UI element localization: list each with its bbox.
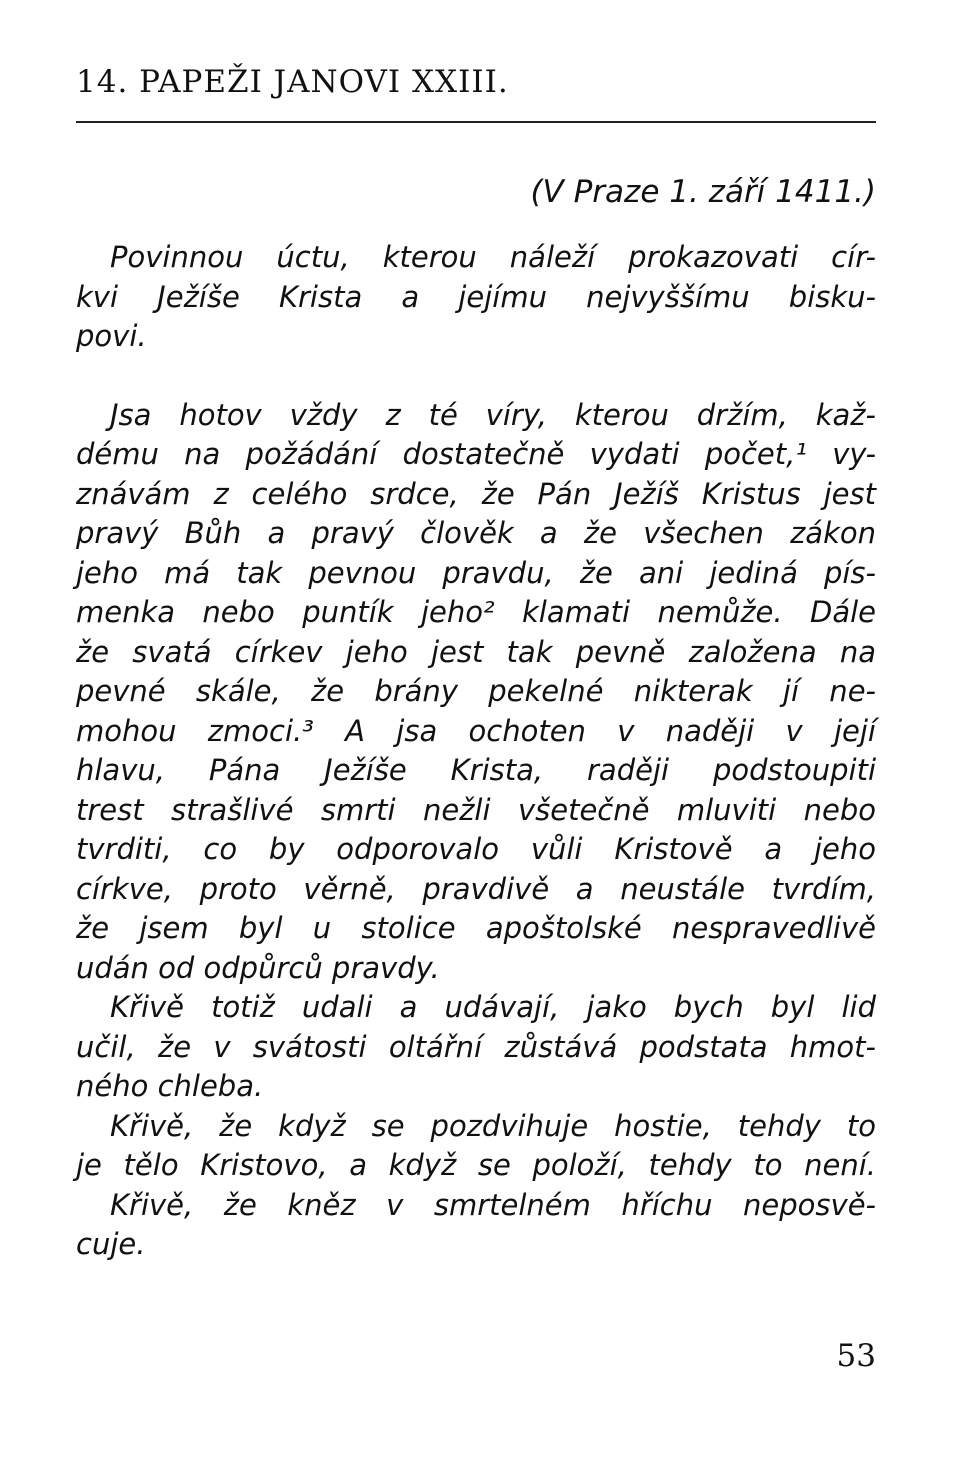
text-line: hlavu, Pána Ježíše Krista, raději podstoupiti — [76, 753, 876, 787]
text-line: dému na požádání dostatečně vydati počet,¹ vy- — [76, 437, 876, 471]
text-line: udán od odpůrců pravdy. — [76, 950, 440, 985]
text-line: tvrditi, co by odporovalo vůli Kristově a jeho — [76, 832, 876, 866]
paragraph — [76, 1186, 876, 1265]
text-line: že jsem byl u stolice apoštolské nespravedlivě — [76, 911, 876, 945]
paragraph — [76, 1107, 876, 1186]
text-line: kvi Ježíše Krista a jejímu nejvyššímu bisku- — [76, 279, 876, 314]
book-page — [76, 0, 876, 1462]
page-number: 53 — [836, 1338, 876, 1374]
text-line: že svatá církev jeho jest tak pevně založena na — [76, 634, 876, 669]
text-line: povi. — [76, 319, 147, 353]
text-line: pevné skále, že brány pekelné nikterak jí ne- — [76, 674, 876, 708]
header-rule — [76, 121, 876, 123]
text-line: církve, proto věrně, pravdivě a neustále tvrdím, — [76, 871, 876, 906]
text-line: učil, že v svátosti oltářní zůstává podstata hmot- — [76, 1029, 876, 1064]
text-line: mohou zmoci.³ A jsa ochoten v naději v její — [76, 713, 876, 748]
text-line: ného chleba. — [76, 1069, 264, 1103]
text-line: menka nebo puntík jeho² klamati nemůže. Dále — [76, 595, 876, 629]
text-line: jeho má tak pevnou pravdu, že ani jediná pís- — [76, 555, 876, 590]
paragraph — [76, 396, 876, 989]
text-line: Křivě, že kněz v smrtelném hříchu neposvě- — [110, 1187, 876, 1222]
text-line: trest strašlivé smrti nežli všetečně mluviti nebo — [76, 792, 876, 827]
text-line: je tělo Kristovo, a když se položí, tehdy to není. — [76, 1148, 876, 1182]
text-line: pravý Bůh a pravý člověk a že všechen zákon — [76, 516, 876, 550]
running-title: 14. PAPEŽI JANOVI XXIII. — [76, 64, 509, 100]
dateline: (V Praze 1. září 1411.) — [530, 174, 876, 210]
text-line: Povinnou úctu, kterou náleží prokazovati cír- — [110, 240, 876, 274]
letter-body — [76, 238, 876, 1265]
paragraph — [76, 988, 876, 1107]
paragraph — [76, 238, 876, 357]
text-line: Křivě, že když se pozdvihuje hostie, tehdy to — [110, 1108, 876, 1143]
text-line: cuje. — [76, 1227, 146, 1261]
text-line: Jsa hotov vždy z té víry, kterou držím, kaž- — [110, 397, 876, 432]
text-line: znávám z celého srdce, že Pán Ježíš Kristus jest — [76, 476, 876, 511]
paragraph-gap — [76, 357, 876, 396]
text-line: Křivě totiž udali a udávají, jako bych byl lid — [110, 990, 876, 1024]
